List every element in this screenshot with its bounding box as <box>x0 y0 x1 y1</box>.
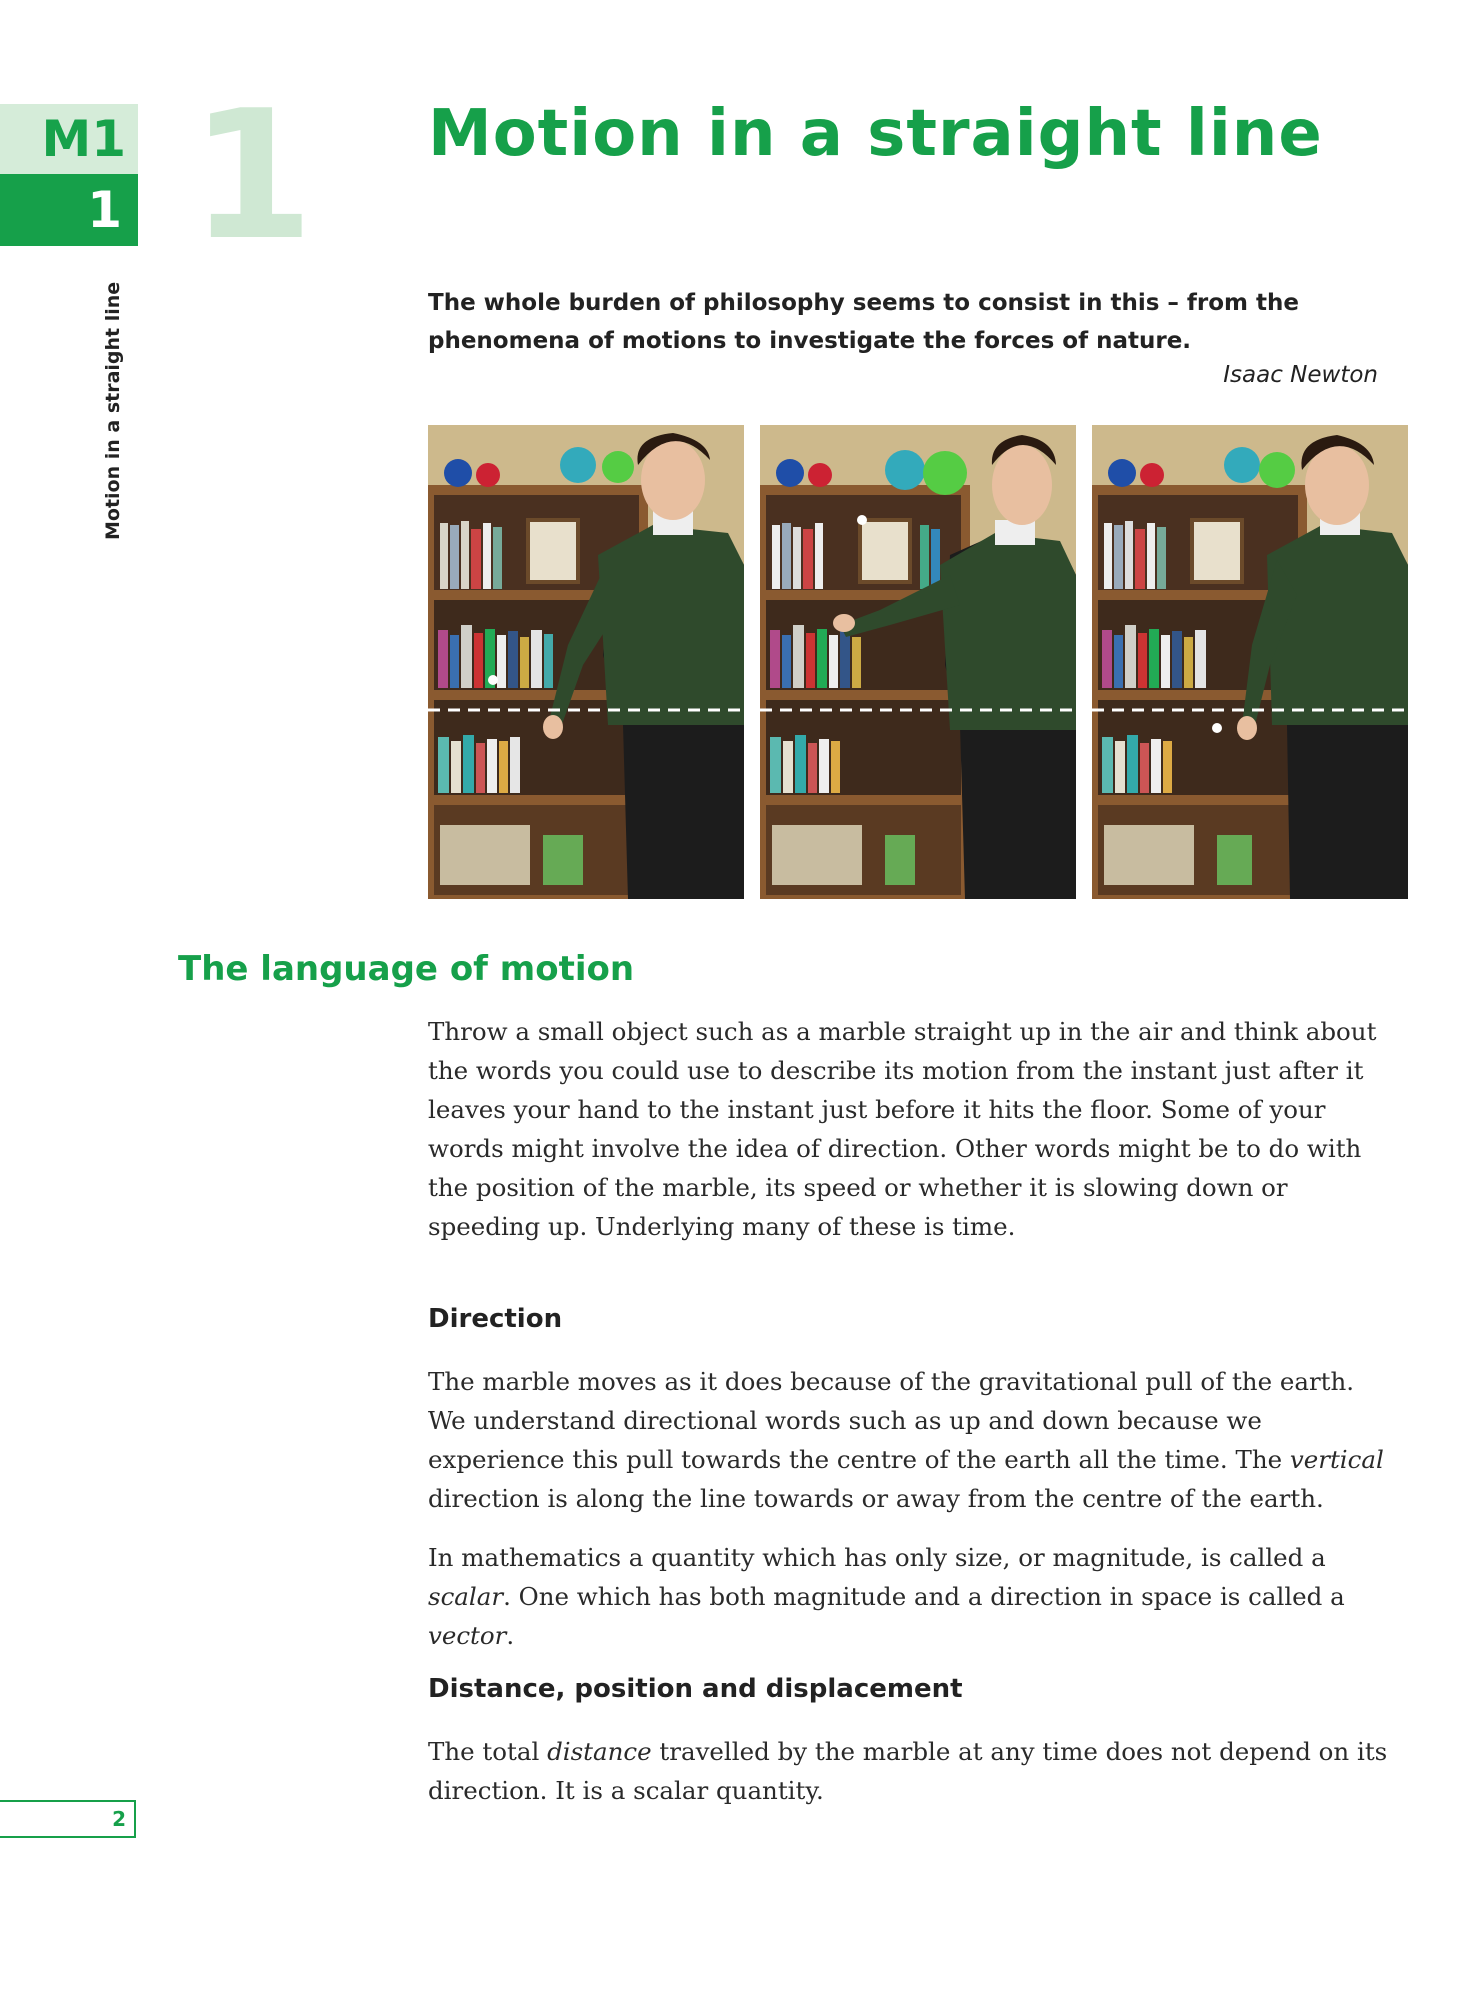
chapter-tab: 1 <box>0 174 138 246</box>
term-scalar: scalar <box>428 1582 504 1611</box>
paragraph-distance: The total distance travelled by the marble at any time does not depend on its direction. It is a scalar quantity. <box>428 1737 1388 1805</box>
running-head: Motion in a straight line <box>102 281 124 540</box>
page-number: 2 <box>0 1800 136 1838</box>
term-vector: vector <box>428 1621 507 1650</box>
term-distance: distance <box>547 1737 652 1766</box>
photo-marble-release <box>428 425 744 899</box>
photo-marble-top <box>760 425 1076 899</box>
chapter-title: Motion in a straight line <box>428 97 1323 171</box>
term-vertical: vertical <box>1289 1445 1384 1474</box>
section-heading: The language of motion <box>178 949 635 989</box>
paragraph-intro: Throw a small object such as a marble straight up in the air and think about the words you could use to describe its motion from the instant just after it leaves your hand to the instant just before it hits the floor. Some of your words might involve the idea of direction. Other words might be to do with the position of the marble, its speed or whether it is slowing down or speeding up. Underlying many of these is time. <box>428 1017 1377 1241</box>
subheading-direction: Direction <box>428 1304 563 1334</box>
paragraph-scalar-vector: In mathematics a quantity which has only size, or magnitude, is called a scalar. One which has both magnitude and a direction in space is called a vector. <box>428 1543 1345 1650</box>
paragraph-direction: The marble moves as it does because of the gravitational pull of the earth. We understand directional words such as up and down because we experience this pull towards the centre of the earth all the time. The vertical direction is along the line towards or away from the centre of the earth. <box>428 1367 1384 1513</box>
epigraph-attribution: Isaac Newton <box>1223 362 1378 388</box>
chapter-number: 1 <box>190 72 308 279</box>
subheading-distance: Distance, position and displacement <box>428 1674 963 1704</box>
module-tab: M1 <box>0 104 138 174</box>
epigraph-quote: The whole burden of philosophy seems to consist in this – from the phenomena of motions to investigate the forces of nature. <box>428 290 1300 354</box>
photo-marble-catch <box>1092 425 1408 899</box>
